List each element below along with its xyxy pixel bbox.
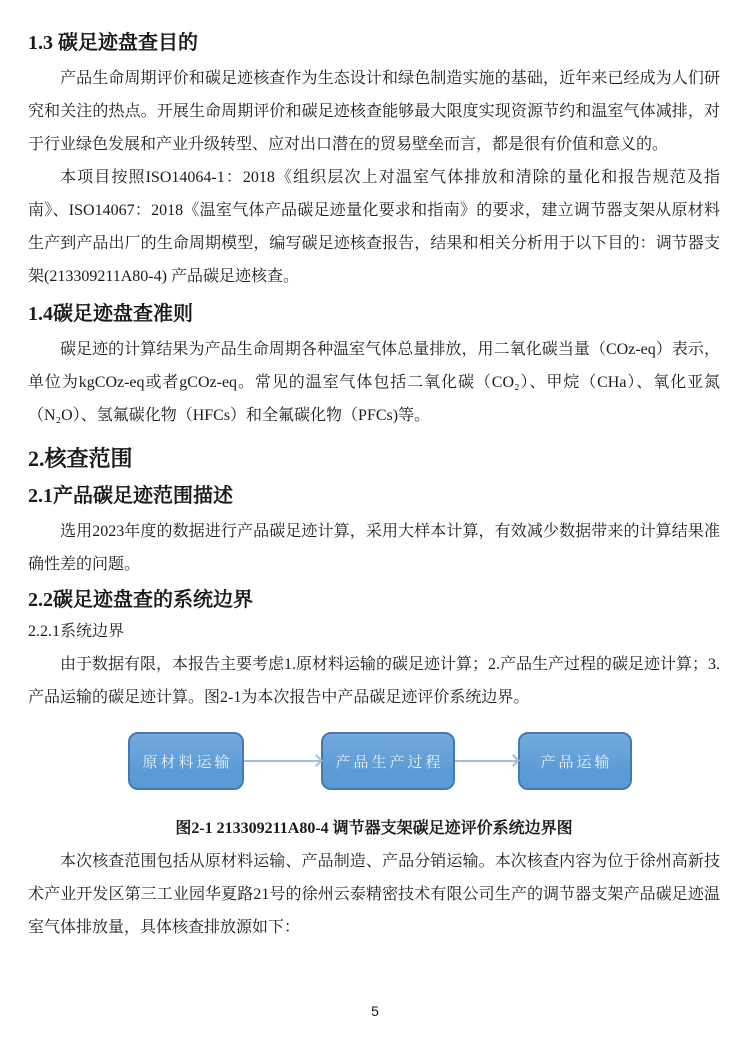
paragraph-purpose-1: 产品生命周期评价和碳足迹核查作为生态设计和绿色制造实施的基础，近年来已经成为人们研究和关注的热点。开展生命周期评价和碳足迹核查能够最大限度实现资源节约和温室气体减排，对于行业绿色发展和产业升级转型、应对出口潜在的贸易壁垒而言，都是很有价值和意义的。 — [28, 70, 720, 153]
heading-1-4: 1.4碳足迹盘查准则 — [28, 303, 193, 325]
arrow-right-icon — [244, 760, 321, 762]
diagram-node-production-process: 产品生产过程 — [321, 732, 455, 790]
paragraph-system-boundary: 由于数据有限，本报告主要考虑1.原材料运输的碳足迹计算；2.产品生产过程的碳足迹计算；3.产品运输的碳足迹计算。图2-1为本次报告中产品碳足迹评价系统边界。 — [28, 656, 721, 706]
arrow-right-icon — [455, 760, 518, 762]
heading-1-3: 1.3 碳足迹盘查目的 — [28, 32, 198, 54]
heading-2-1: 2.1产品碳足迹范围描述 — [28, 485, 233, 507]
paragraph-purpose-2: 本项目按照ISO14064-1：2018《组织层次上对温室气体排放和清除的量化和报告规范及指南》、ISO14067：2018《温室气体产品碳足迹量化要求和指南》的要求，建立调节器支架从原材料生产到产品出厂的生命周期模型，编写碳足迹核查报告，结果和相关分析用于以下目的：调节器支架(213309211A80-4) 产品碳足迹核查。 — [28, 169, 720, 285]
page-number: 5 — [371, 1003, 379, 1019]
heading-2: 2.核查范围 — [28, 446, 133, 471]
heading-2-2-1: 2.2.1系统边界 — [28, 623, 125, 640]
diagram-node-product-transport: 产品运输 — [518, 732, 632, 790]
system-boundary-diagram — [128, 732, 720, 790]
paragraph-verification-scope: 本次核查范围包括从原材料运输、产品制造、产品分销运输。本次核查内容为位于徐州高新技术产业开发区第三工业园华夏路21号的徐州云泰精密技术有限公司生产的调节器支架产品碳足迹温室气体排放量，具体核查排放源如下： — [28, 853, 720, 936]
figure-caption: 图2-1 213309211A80-4 调节器支架碳足迹评价系统边界图 — [175, 820, 573, 837]
paragraph-scope-description: 选用2023年度的数据进行产品碳足迹计算，采用大样本计算，有效减少数据带来的计算结果准确性差的问题。 — [28, 523, 720, 573]
diagram-node-raw-material-transport: 原材料运输 — [128, 732, 244, 790]
heading-2-2: 2.2碳足迹盘查的系统边界 — [28, 589, 253, 611]
paragraph-principles: 碳足迹的计算结果为产品生命周期各种温室气体总量排放，用二氧化碳当量（COz-eq）表示，单位为kgCOz-eq或者gCOz-eq。常见的温室气体包括二氧化碳（CO₂）、甲烷（CHa）、氧化亚氮（N₂O）、氢氟碳化物（HFCs）和全氟碳化物（PFCs)等。 — [28, 341, 720, 424]
